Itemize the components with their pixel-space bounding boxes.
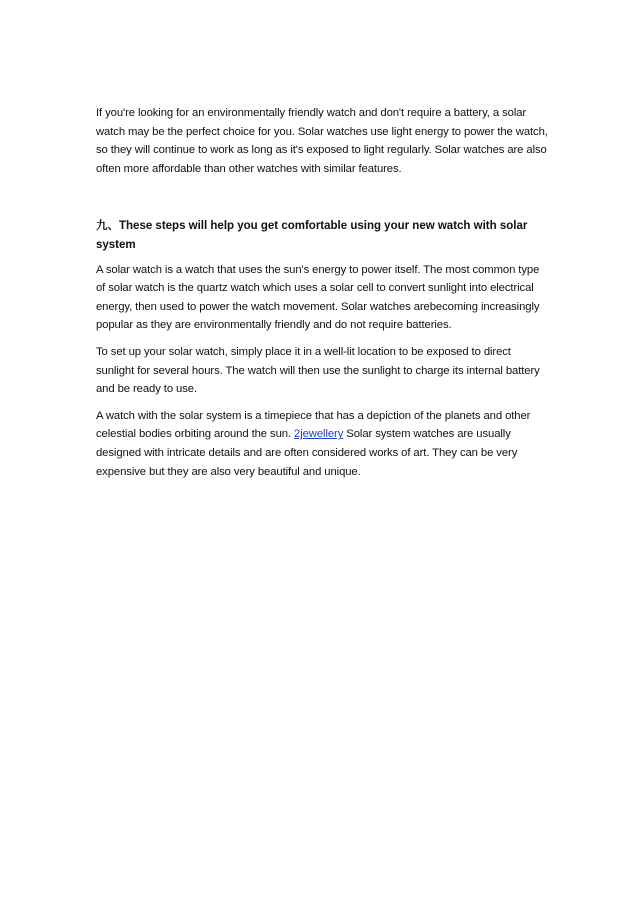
document-page xyxy=(96,104,548,481)
section-heading xyxy=(96,216,548,254)
section-number: 九、 xyxy=(96,218,119,233)
intro-paragraph: If you're looking for an environmentally friendly watch and don't require a battery, a solar watch may be the perfect choice for you. Solar watches use light energy to power the watch, so they will continue to work as long as it's exposed to light regularly. Solar watches are also often more affordable than other watches with similar features. xyxy=(96,107,548,175)
paragraph-3-text-after-link: Solar system watches are usually designed with intricate details and are often considered works of art. They can be very expensive but they are also very beautiful and unique. xyxy=(96,428,518,478)
section-title: These steps will help you get comfortable using your new watch with solar system xyxy=(96,220,528,251)
body-paragraph-1: A solar watch is a watch that uses the sun's energy to power itself. The most common type of solar watch is the quartz watch which uses a solar cell to convert sunlight into electrical energy, then used to power the watch movement. Solar watches arebecoming increasingly popular as they are environmentally friendly and do not require batteries. xyxy=(96,263,540,332)
paragraph-3-text-before-link: A watch with the solar system is a timepiece that has a depiction of the planets and other celestial bodies orbiting around the sun. xyxy=(96,409,531,441)
jewellery-link[interactable]: 2jewellery xyxy=(294,428,344,441)
body-paragraph-3 xyxy=(96,407,548,481)
body-paragraph-2: To set up your solar watch, simply place it in a well-lit location to be exposed to direct sunlight for several hours. The watch will then use the sunlight to charge its internal battery and be ready to use. xyxy=(96,345,540,396)
